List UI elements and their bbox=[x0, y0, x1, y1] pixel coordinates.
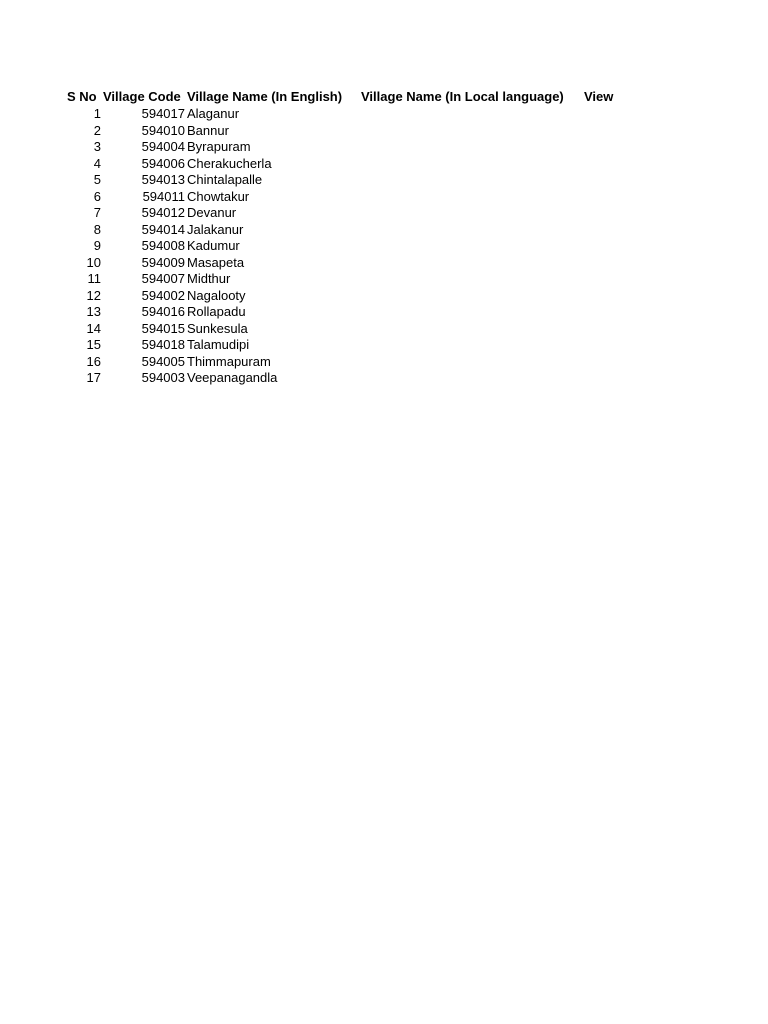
table-row bbox=[0, 205, 768, 222]
cell-village-name: Rollapadu bbox=[187, 304, 246, 319]
cell-village-name: Talamudipi bbox=[187, 337, 250, 352]
cell-s-no: 17 bbox=[86, 370, 101, 385]
header-village-name-english: Village Name (In English) bbox=[187, 89, 343, 104]
cell-village-name: Chowtakur bbox=[187, 188, 250, 204]
cell-village-name: Masapeta bbox=[187, 254, 245, 270]
table-row bbox=[0, 172, 768, 189]
table-row bbox=[0, 222, 768, 239]
cell-village-code: 594017 bbox=[141, 106, 185, 121]
cell-village-name: Chintalapalle bbox=[187, 172, 263, 187]
table-row bbox=[0, 106, 768, 123]
cell-s-no: 8 bbox=[93, 221, 101, 237]
table-row bbox=[0, 337, 768, 354]
cell-village-name: Alaganur bbox=[187, 106, 240, 121]
header-village-code: Village Code bbox=[103, 89, 181, 104]
cell-village-code: 594008 bbox=[141, 238, 185, 253]
cell-village-code: 594004 bbox=[141, 139, 185, 154]
table-row bbox=[0, 370, 768, 387]
cell-s-no: 12 bbox=[86, 287, 101, 303]
cell-village-name: Sunkesula bbox=[187, 320, 248, 336]
cell-village-code: 594012 bbox=[141, 205, 185, 220]
cell-village-name: Devanur bbox=[187, 205, 237, 220]
table-row bbox=[0, 304, 768, 321]
table-row bbox=[0, 189, 768, 206]
cell-village-code: 594009 bbox=[141, 254, 185, 270]
cell-village-name: Veepanagandla bbox=[187, 370, 278, 385]
cell-village-code: 594005 bbox=[141, 353, 185, 369]
header-village-name-local: Village Name (In Local language) bbox=[361, 89, 564, 104]
cell-village-name: Nagalooty bbox=[187, 287, 246, 303]
cell-s-no: 7 bbox=[93, 205, 101, 220]
table-row bbox=[0, 271, 768, 288]
cell-village-code: 594010 bbox=[141, 122, 185, 138]
village-table-body bbox=[0, 106, 768, 387]
table-row bbox=[0, 354, 768, 371]
cell-village-name: Cherakucherla bbox=[187, 155, 272, 171]
cell-s-no: 9 bbox=[93, 238, 101, 253]
cell-village-name: Midthur bbox=[187, 271, 231, 286]
cell-village-code: 594018 bbox=[141, 337, 185, 352]
cell-village-code: 594013 bbox=[141, 172, 185, 187]
cell-village-code: 594011 bbox=[142, 188, 185, 204]
table-row bbox=[0, 238, 768, 255]
cell-village-code: 594016 bbox=[141, 304, 185, 319]
cell-village-name: Byrapuram bbox=[187, 139, 251, 154]
cell-village-code: 594007 bbox=[141, 271, 185, 286]
table-row bbox=[0, 288, 768, 305]
cell-s-no: 11 bbox=[87, 271, 101, 286]
cell-s-no: 2 bbox=[93, 122, 101, 138]
cell-s-no: 16 bbox=[86, 353, 101, 369]
cell-village-code: 594003 bbox=[141, 370, 185, 385]
cell-village-code: 594014 bbox=[141, 221, 185, 237]
cell-s-no: 1 bbox=[93, 106, 101, 121]
header-view: View bbox=[584, 89, 614, 104]
cell-village-name: Thimmapuram bbox=[187, 353, 271, 369]
table-row bbox=[0, 123, 768, 140]
table-row bbox=[0, 321, 768, 338]
table-row bbox=[0, 156, 768, 173]
cell-s-no: 6 bbox=[93, 188, 101, 204]
cell-s-no: 10 bbox=[86, 254, 101, 270]
cell-village-name: Bannur bbox=[187, 122, 229, 138]
cell-s-no: 13 bbox=[86, 304, 101, 319]
cell-village-name: Jalakanur bbox=[187, 221, 244, 237]
cell-s-no: 4 bbox=[93, 155, 101, 171]
table-row bbox=[0, 255, 768, 272]
cell-village-code: 594015 bbox=[141, 320, 185, 336]
cell-s-no: 15 bbox=[86, 337, 101, 352]
cell-village-code: 594002 bbox=[141, 287, 185, 303]
table-row bbox=[0, 139, 768, 156]
cell-village-code: 594006 bbox=[141, 155, 185, 171]
cell-s-no: 14 bbox=[86, 320, 101, 336]
header-s-no: S No bbox=[67, 89, 97, 104]
cell-s-no: 5 bbox=[93, 172, 101, 187]
cell-s-no: 3 bbox=[93, 139, 101, 154]
cell-village-name: Kadumur bbox=[187, 238, 240, 253]
